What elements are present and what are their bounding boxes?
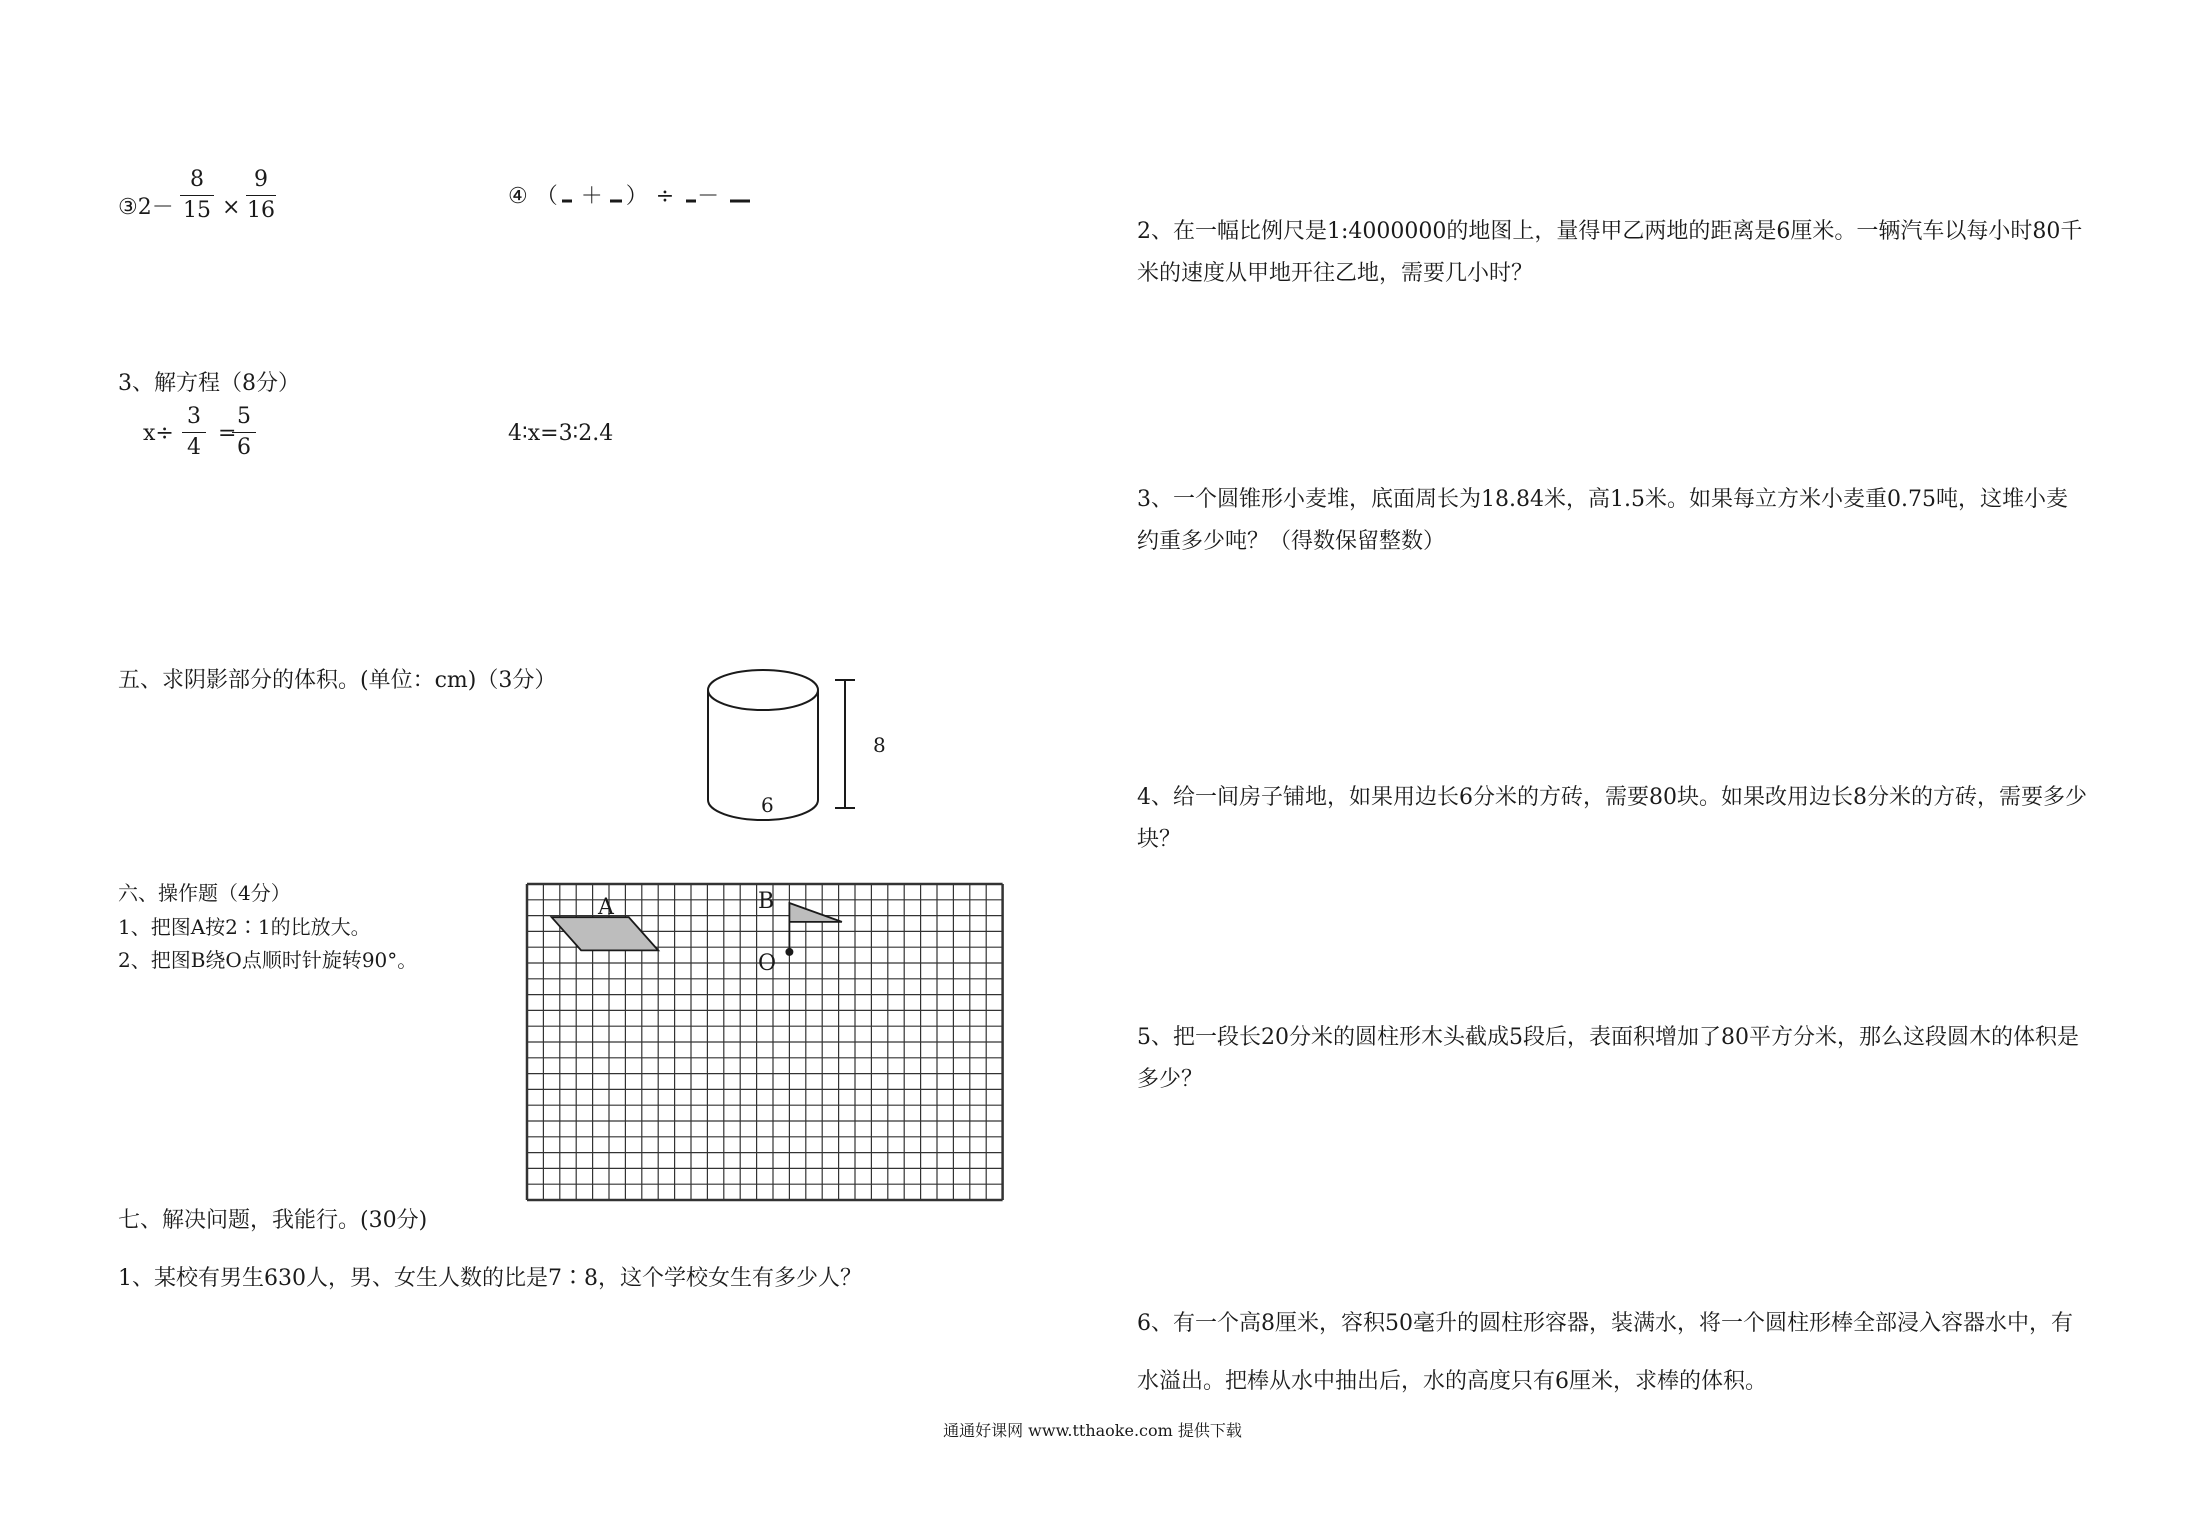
equation-1-fraction-2: 5 6 bbox=[232, 405, 256, 460]
operation-heading: 六、操作题（4分） bbox=[118, 881, 291, 905]
equation-1-fraction-1: 3 4 bbox=[182, 405, 206, 460]
equations-heading: 3、解方程（8分） bbox=[118, 371, 300, 396]
expr3-fraction-1: 8 15 bbox=[180, 168, 214, 223]
expr3-fraction-2: 9 16 bbox=[247, 167, 275, 223]
question-3: 3、一个圆锥形小麦堆，底面周长为18.84米，高1.5米。如果每立方米小麦重0.75吨，这堆小麦约重多少吨？（得数保留整数） bbox=[1137, 487, 2068, 554]
operation-item-2: 2、把图B绕O点顺时针旋转90°。 bbox=[118, 948, 418, 972]
footer-credit: 通通好课网 www.tthaoke.com 提供下载 bbox=[943, 1421, 1242, 1440]
label-o: O bbox=[758, 951, 777, 976]
equation-1-equals: = bbox=[218, 421, 237, 446]
question-5: 5、把一段长20分米的圆柱形木头截成5段后，表面积增加了80平方分米，那么这段圆木的体积是多少？ bbox=[1137, 1025, 2079, 1092]
label-b: B bbox=[758, 889, 775, 914]
volume-heading: 五、求阴影部分的体积。(单位：cm)（3分） bbox=[118, 668, 557, 693]
grid-paper bbox=[527, 884, 1005, 1201]
cylinder-height-label: 8 bbox=[873, 733, 886, 757]
point-o bbox=[785, 948, 793, 956]
expr3-prefix: ③2－ bbox=[118, 195, 174, 220]
expr3-times: × bbox=[222, 195, 241, 220]
shape-b-triangle bbox=[789, 903, 842, 922]
equation-2: 4∶x=3∶2.4 bbox=[508, 421, 614, 446]
equation-1-prefix: x÷ bbox=[143, 421, 174, 446]
cylinder-figure bbox=[700, 660, 900, 835]
question-4: 4、给一间房子铺地，如果用边长6分米的方砖，需要80块。如果改用边长8分米的方砖，需要多少块？ bbox=[1137, 785, 2087, 852]
expr4: ④（ ＋ ）÷ － bbox=[508, 184, 728, 209]
expr4-fraction-bars bbox=[540, 180, 760, 226]
cylinder-diameter-label: 6 bbox=[761, 793, 774, 817]
label-a: A bbox=[598, 895, 614, 920]
question-2: 2、在一幅比例尺是1:4000000的地图上，量得甲乙两地的距离是6厘米。一辆汽车以每小时80千米的速度从甲地开往乙地，需要几小时？ bbox=[1137, 219, 2083, 286]
solve-heading: 七、解决问题，我能行。(30分) bbox=[118, 1208, 428, 1233]
question-1: 1、某校有男生630人，男、女生人数的比是7∶8，这个学校女生有多少人？ bbox=[118, 1266, 862, 1291]
question-6: 6、有一个高8厘米，容积50毫升的圆柱形容器，装满水，将一个圆柱形棒全部浸入容器水中，有水溢出。把棒从水中抽出后，水的高度只有6厘米，求棒的体积。 bbox=[1137, 1311, 2073, 1394]
operation-item-1: 1、把图A按2∶1的比放大。 bbox=[118, 915, 371, 939]
